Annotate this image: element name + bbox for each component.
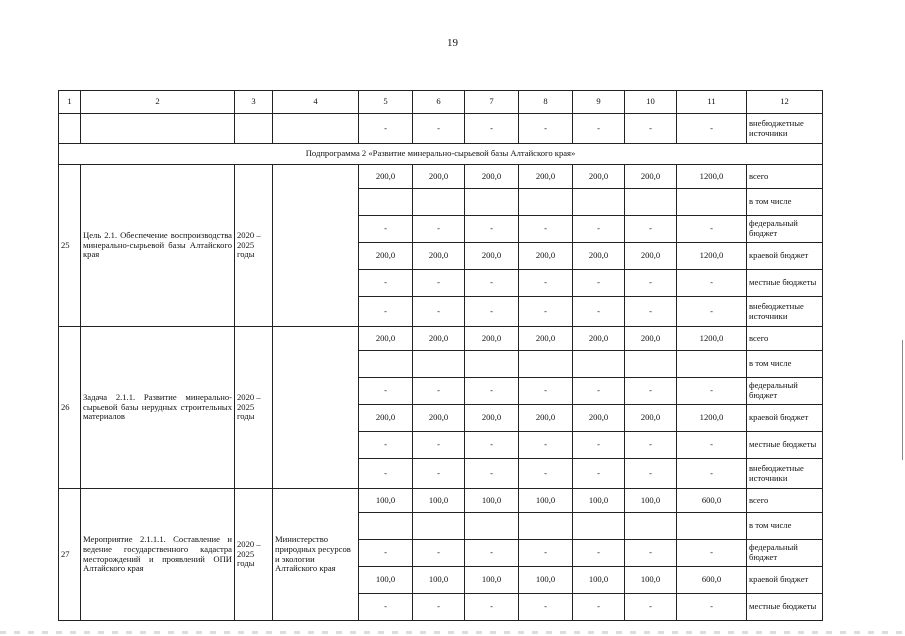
- value-cell: 600,0: [677, 489, 747, 513]
- value-cell: -: [573, 459, 625, 489]
- source-label: всего: [747, 489, 823, 513]
- value-cell: -: [465, 459, 519, 489]
- value-cell: -: [677, 270, 747, 297]
- column-number-row: [59, 91, 823, 114]
- table-row: [59, 489, 823, 513]
- value-cell: -: [573, 114, 625, 144]
- table-row: [59, 165, 823, 189]
- column-number: 12: [747, 91, 823, 114]
- row-executor: [273, 165, 359, 327]
- value-cell: [465, 513, 519, 540]
- value-cell: -: [573, 216, 625, 243]
- row-description: Задача 2.1.1. Развитие минерально-сырьевой базы нерудных строительных материалов: [81, 327, 235, 489]
- column-number: 7: [465, 91, 519, 114]
- value-cell: 200,0: [413, 243, 465, 270]
- value-cell: 200,0: [359, 327, 413, 351]
- source-label: всего: [747, 165, 823, 189]
- value-cell: 200,0: [519, 405, 573, 432]
- value-cell: 200,0: [573, 165, 625, 189]
- value-cell: 200,0: [573, 327, 625, 351]
- row-executor: Министерство природных ресурсов и экологии Алтайского края: [273, 489, 359, 621]
- column-number: 10: [625, 91, 677, 114]
- value-cell: -: [519, 459, 573, 489]
- value-cell: 100,0: [573, 489, 625, 513]
- value-cell: [519, 351, 573, 378]
- row-period: 2020 – 2025 годы: [235, 165, 273, 327]
- value-cell: 1200,0: [677, 327, 747, 351]
- value-cell: -: [519, 378, 573, 405]
- page-number: 19: [447, 37, 458, 49]
- value-cell: -: [677, 114, 747, 144]
- source-label: местные бюджеты: [747, 270, 823, 297]
- value-cell: 100,0: [359, 567, 413, 594]
- value-cell: 1200,0: [677, 165, 747, 189]
- value-cell: 200,0: [413, 165, 465, 189]
- value-cell: 100,0: [413, 489, 465, 513]
- value-cell: 200,0: [573, 405, 625, 432]
- value-cell: [573, 351, 625, 378]
- subprogram-row: [59, 144, 823, 165]
- value-cell: -: [359, 270, 413, 297]
- value-cell: -: [677, 432, 747, 459]
- value-cell: [413, 351, 465, 378]
- source-label: в том числе: [747, 513, 823, 540]
- value-cell: 200,0: [465, 405, 519, 432]
- row-description: Мероприятие 2.1.1.1. Составление и ведение государственного кадастра месторождений и проявлений ОПИ Алтайского края: [81, 489, 235, 621]
- value-cell: -: [677, 459, 747, 489]
- table-row: [59, 114, 823, 144]
- value-cell: 200,0: [465, 327, 519, 351]
- value-cell: -: [413, 540, 465, 567]
- column-number: 1: [59, 91, 81, 114]
- value-cell: -: [519, 114, 573, 144]
- value-cell: 200,0: [625, 165, 677, 189]
- row-executor: [273, 327, 359, 489]
- column-number: 11: [677, 91, 747, 114]
- value-cell: [677, 189, 747, 216]
- value-cell: -: [519, 216, 573, 243]
- source-label: внебюджетные источники: [747, 114, 823, 144]
- value-cell: 200,0: [413, 405, 465, 432]
- value-cell: [359, 351, 413, 378]
- column-number: 2: [81, 91, 235, 114]
- value-cell: -: [573, 432, 625, 459]
- value-cell: -: [359, 594, 413, 621]
- value-cell: -: [677, 540, 747, 567]
- value-cell: -: [573, 297, 625, 327]
- value-cell: [359, 189, 413, 216]
- source-label: внебюджетные источники: [747, 297, 823, 327]
- value-cell: 100,0: [359, 489, 413, 513]
- value-cell: 200,0: [413, 327, 465, 351]
- value-cell: [413, 189, 465, 216]
- value-cell: -: [573, 594, 625, 621]
- program-table: [58, 90, 823, 621]
- value-cell: -: [625, 378, 677, 405]
- value-cell: [519, 513, 573, 540]
- value-cell: 100,0: [573, 567, 625, 594]
- value-cell: -: [677, 594, 747, 621]
- value-cell: -: [573, 270, 625, 297]
- table-row: [59, 327, 823, 351]
- source-label: внебюджетные источники: [747, 459, 823, 489]
- column-number: 4: [273, 91, 359, 114]
- value-cell: 200,0: [519, 327, 573, 351]
- value-cell: -: [465, 594, 519, 621]
- value-cell: 200,0: [359, 165, 413, 189]
- table-cell: [59, 114, 81, 144]
- value-cell: -: [573, 540, 625, 567]
- value-cell: -: [413, 459, 465, 489]
- value-cell: -: [413, 432, 465, 459]
- scan-bottom-noise: [0, 631, 905, 634]
- value-cell: -: [359, 432, 413, 459]
- value-cell: -: [465, 114, 519, 144]
- value-cell: 200,0: [359, 405, 413, 432]
- value-cell: -: [625, 114, 677, 144]
- value-cell: -: [465, 432, 519, 459]
- value-cell: -: [625, 459, 677, 489]
- value-cell: 200,0: [465, 165, 519, 189]
- row-index: 25: [59, 165, 81, 327]
- source-label: всего: [747, 327, 823, 351]
- row-index: 26: [59, 327, 81, 489]
- value-cell: [519, 189, 573, 216]
- column-number: 6: [413, 91, 465, 114]
- row-index: 27: [59, 489, 81, 621]
- value-cell: -: [625, 432, 677, 459]
- value-cell: -: [359, 297, 413, 327]
- value-cell: 100,0: [625, 567, 677, 594]
- table-cell: [273, 114, 359, 144]
- value-cell: -: [519, 432, 573, 459]
- value-cell: [359, 513, 413, 540]
- value-cell: -: [359, 114, 413, 144]
- column-number: 5: [359, 91, 413, 114]
- value-cell: 600,0: [677, 567, 747, 594]
- value-cell: 100,0: [413, 567, 465, 594]
- value-cell: [465, 189, 519, 216]
- value-cell: 200,0: [625, 243, 677, 270]
- value-cell: [573, 189, 625, 216]
- value-cell: -: [625, 594, 677, 621]
- source-label: федеральный бюджет: [747, 216, 823, 243]
- source-label: краевой бюджет: [747, 405, 823, 432]
- column-number: 3: [235, 91, 273, 114]
- value-cell: -: [625, 216, 677, 243]
- source-label: федеральный бюджет: [747, 540, 823, 567]
- value-cell: -: [677, 216, 747, 243]
- value-cell: -: [413, 594, 465, 621]
- value-cell: 200,0: [465, 243, 519, 270]
- value-cell: 1200,0: [677, 243, 747, 270]
- scan-edge-line: [902, 340, 903, 460]
- value-cell: 200,0: [359, 243, 413, 270]
- subprogram-title: Подпрограмма 2 «Развитие минерально-сырьевой базы Алтайского края»: [59, 144, 823, 165]
- value-cell: 200,0: [625, 405, 677, 432]
- value-cell: -: [359, 459, 413, 489]
- value-cell: 200,0: [519, 165, 573, 189]
- value-cell: -: [413, 216, 465, 243]
- value-cell: 100,0: [625, 489, 677, 513]
- value-cell: 200,0: [573, 243, 625, 270]
- column-number: 9: [573, 91, 625, 114]
- value-cell: -: [359, 378, 413, 405]
- value-cell: [573, 513, 625, 540]
- value-cell: -: [465, 270, 519, 297]
- value-cell: -: [465, 378, 519, 405]
- value-cell: -: [465, 540, 519, 567]
- row-description: Цель 2.1. Обеспечение воспроизводства минерально-сырьевой базы Алтайского края: [81, 165, 235, 327]
- value-cell: 100,0: [465, 567, 519, 594]
- value-cell: -: [625, 297, 677, 327]
- value-cell: 200,0: [519, 243, 573, 270]
- value-cell: -: [573, 378, 625, 405]
- value-cell: [625, 351, 677, 378]
- value-cell: -: [359, 216, 413, 243]
- source-label: краевой бюджет: [747, 243, 823, 270]
- value-cell: [625, 189, 677, 216]
- row-period: 2020 – 2025 годы: [235, 327, 273, 489]
- value-cell: [625, 513, 677, 540]
- value-cell: -: [625, 270, 677, 297]
- value-cell: -: [465, 297, 519, 327]
- table-cell: [235, 114, 273, 144]
- value-cell: [677, 513, 747, 540]
- value-cell: -: [625, 540, 677, 567]
- value-cell: [413, 513, 465, 540]
- value-cell: [677, 351, 747, 378]
- value-cell: -: [519, 297, 573, 327]
- column-number: 8: [519, 91, 573, 114]
- value-cell: 200,0: [625, 327, 677, 351]
- value-cell: [465, 351, 519, 378]
- value-cell: -: [677, 297, 747, 327]
- value-cell: -: [519, 270, 573, 297]
- row-period: 2020 – 2025 годы: [235, 489, 273, 621]
- source-label: местные бюджеты: [747, 432, 823, 459]
- value-cell: 100,0: [519, 489, 573, 513]
- source-label: федеральный бюджет: [747, 378, 823, 405]
- value-cell: -: [677, 378, 747, 405]
- value-cell: -: [413, 378, 465, 405]
- source-label: краевой бюджет: [747, 567, 823, 594]
- value-cell: -: [413, 270, 465, 297]
- value-cell: 100,0: [519, 567, 573, 594]
- source-label: местные бюджеты: [747, 594, 823, 621]
- source-label: в том числе: [747, 351, 823, 378]
- value-cell: -: [465, 216, 519, 243]
- value-cell: 100,0: [465, 489, 519, 513]
- value-cell: -: [359, 540, 413, 567]
- value-cell: 1200,0: [677, 405, 747, 432]
- value-cell: -: [519, 540, 573, 567]
- value-cell: -: [413, 297, 465, 327]
- value-cell: -: [413, 114, 465, 144]
- table-cell: [81, 114, 235, 144]
- source-label: в том числе: [747, 189, 823, 216]
- value-cell: -: [519, 594, 573, 621]
